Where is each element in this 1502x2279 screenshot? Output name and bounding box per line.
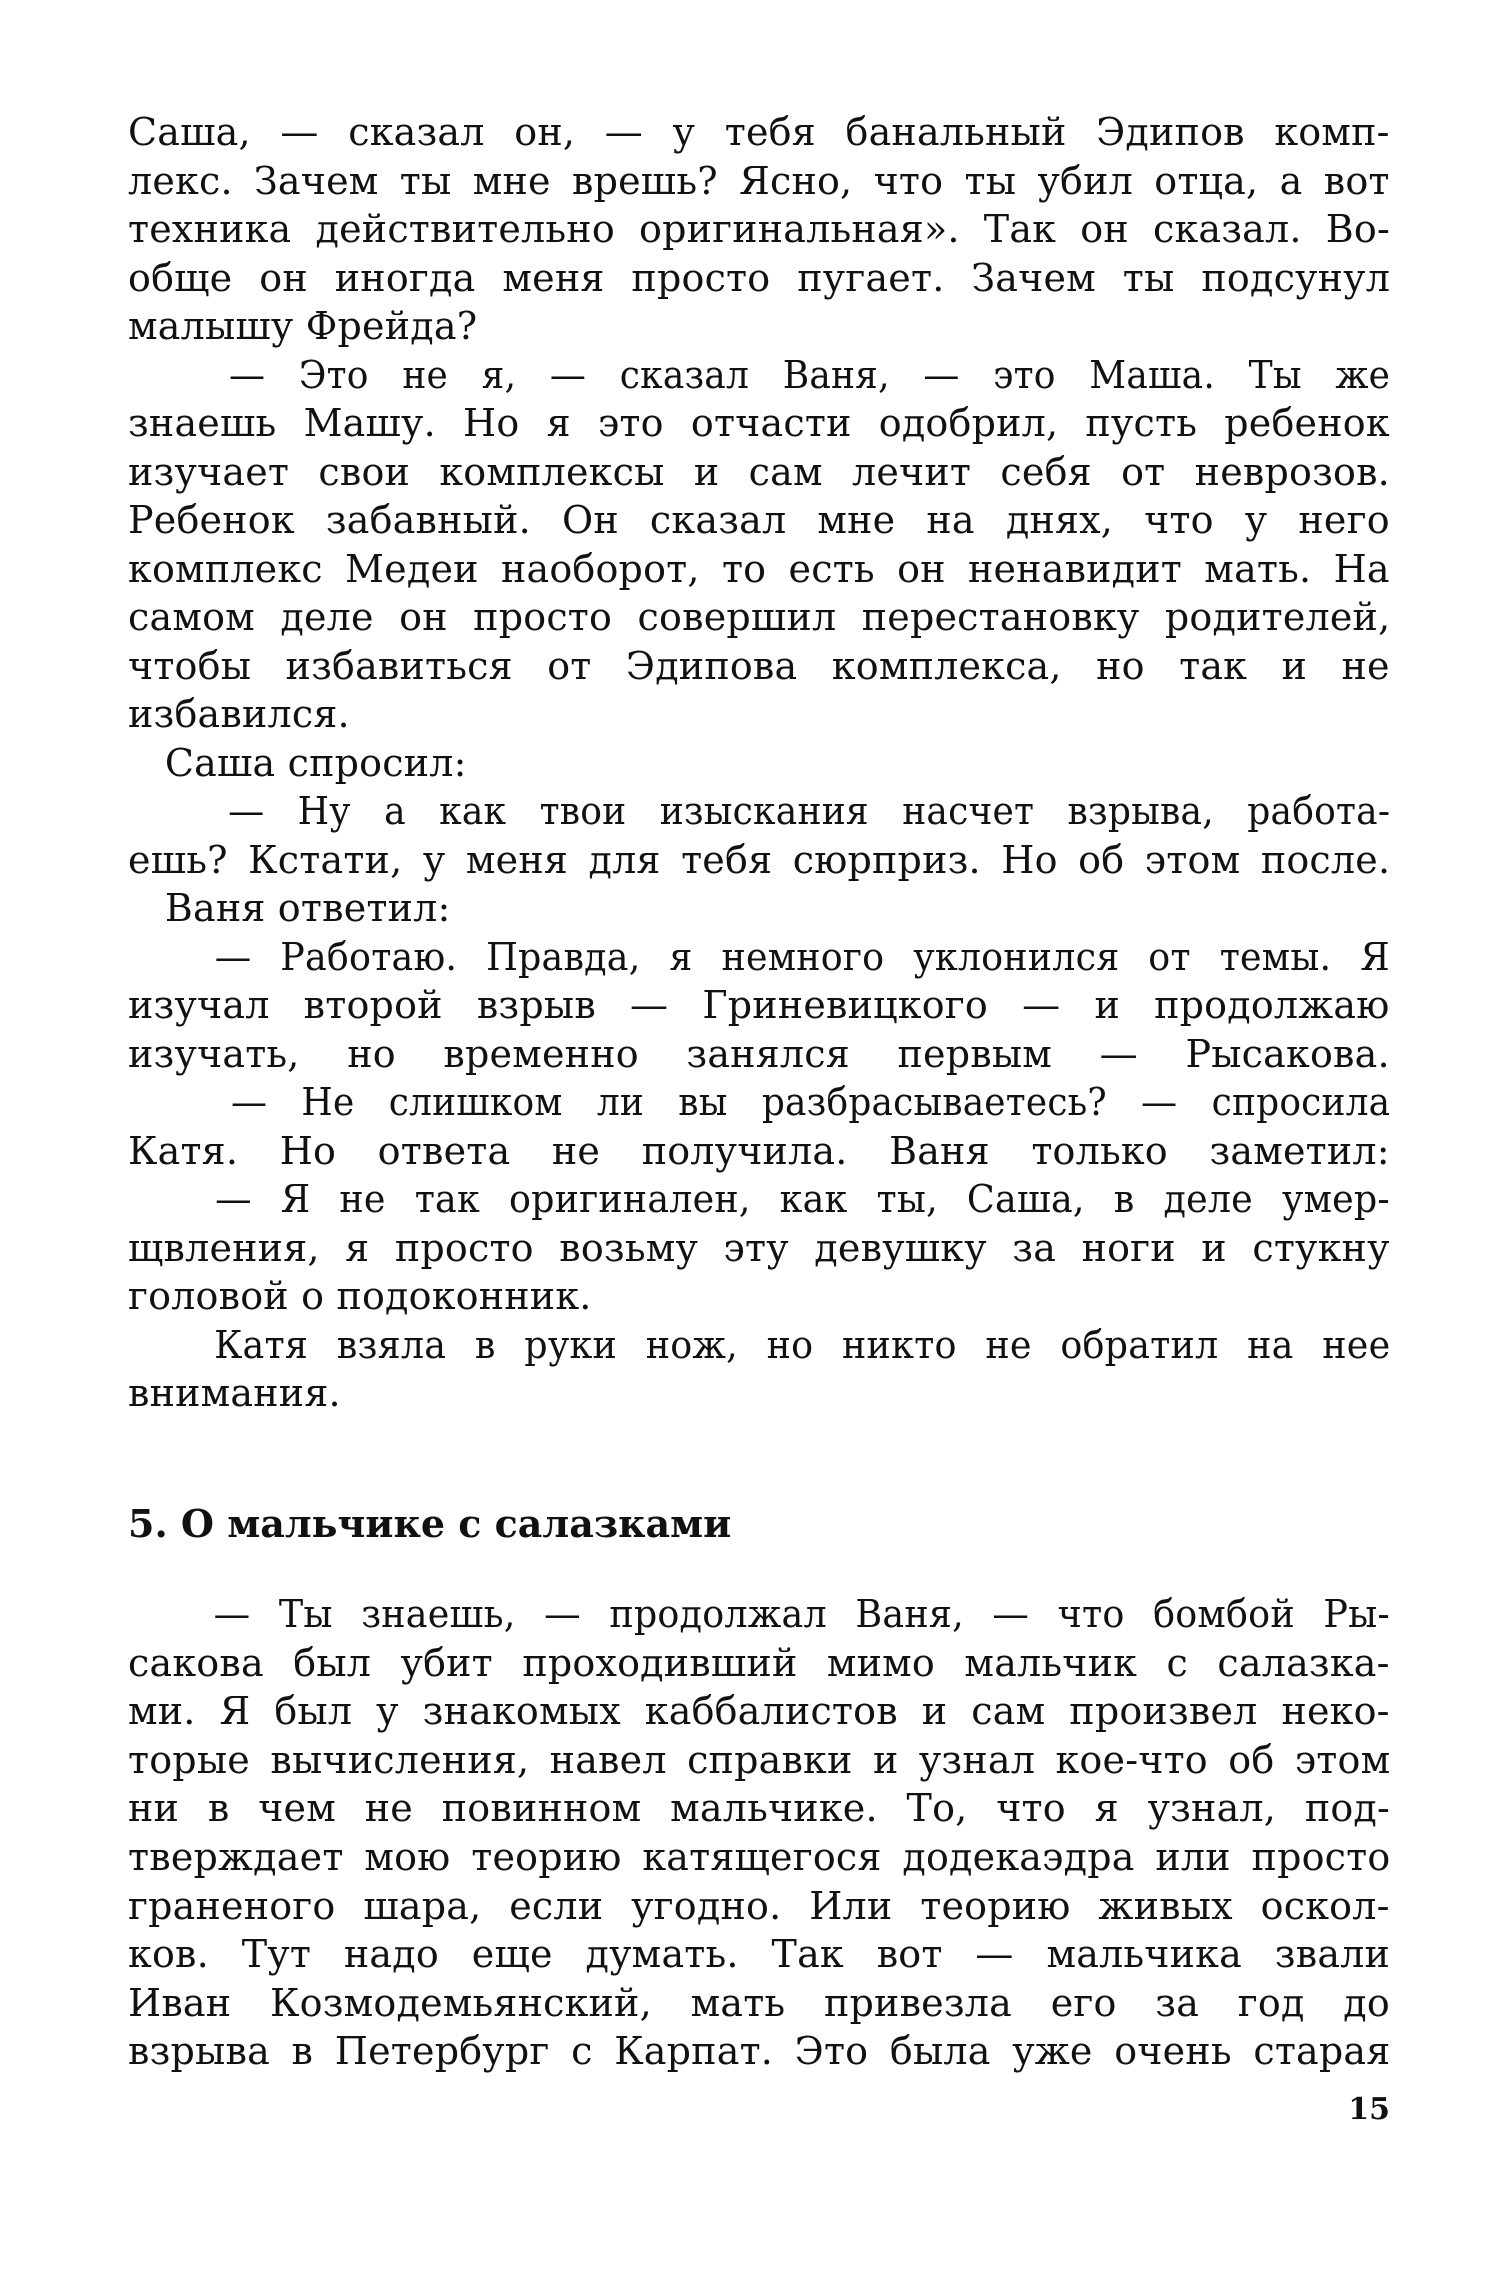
text-line: торые вычисления, навел справки и узнал кое-что об этом: [128, 1737, 1391, 1782]
text-line: — Я не так оригинален, как ты, Саша, в деле умер-: [128, 1177, 1390, 1221]
text-line: — Ты знаешь, — продолжал Ваня, — что бомбой Ры-: [128, 1592, 1390, 1636]
text-line: — Ну а как твои изыскания насчет взрыва, работа-: [128, 789, 1391, 833]
text-line: чтобы избавиться от Эдипова комплекса, но так и не: [128, 643, 1390, 688]
text-line: самом деле он просто совершил перестановку родителей,: [128, 595, 1391, 639]
text-line: — Работаю. Правда, я немного уклонился от темы. Я: [128, 934, 1390, 979]
section-heading: 5. О мальчике с салазками: [128, 1501, 732, 1546]
text-line: знаешь Машу. Но я это отчасти одобрил, пусть ребенок: [128, 401, 1390, 445]
text-line: головой о подоконник.: [128, 1274, 592, 1318]
text-line: изучает свои комплексы и сам лечит себя от неврозов.: [128, 449, 1390, 494]
text-line: лекс. Зачем ты мне врешь? Ясно, что ты убил отца, а вот: [128, 158, 1390, 203]
text-line: — Не слишком ли вы разбрасываетесь? — спросила: [128, 1080, 1391, 1124]
text-line: сакова был убит проходивший мимо мальчик с салазка-: [128, 1640, 1390, 1685]
text-line: ков. Тут надо еще думать. Так вот — мальчика звали: [128, 1932, 1391, 1977]
book-page: [128, 0, 1390, 2279]
text-line: ешь? Кстати, у меня для тебя сюрприз. Но об этом после.: [128, 837, 1391, 882]
text-line: Саша, — сказал он, — у тебя банальный Эдипов комп-: [128, 110, 1390, 154]
text-line: Саша спросил:: [128, 740, 467, 785]
text-line: Иван Козмодемьянский, мать привезла его за год до: [128, 1980, 1390, 2025]
text-line: щвления, я просто возьму эту девушку за ноги и стукну: [128, 1225, 1390, 1270]
text-line: малышу Фрейда?: [128, 304, 478, 348]
text-line: Ребенок забавный. Он сказал мне на днях, что у него: [128, 498, 1390, 542]
text-line: техника действительно оригинальная». Так он сказал. Во-: [128, 207, 1391, 251]
text-line: избавился.: [128, 692, 350, 736]
text-line: ни в чем не повинном мальчике. То, что я узнал, под-: [128, 1786, 1391, 1831]
text-line: внимания.: [128, 1371, 341, 1415]
text-line: обще он иногда меня просто пугает. Зачем ты подсунул: [128, 255, 1391, 300]
text-line: ми. Я был у знакомых каббалистов и сам произвел неко-: [128, 1689, 1390, 1734]
text-line: изучал второй взрыв — Гриневицкого — и продолжаю: [128, 983, 1390, 1027]
text-line: взрыва в Петербург с Карпат. Это была уже очень старая: [128, 2029, 1391, 2074]
text-line: — Это не я, — сказал Ваня, — это Маша. Ты же: [128, 352, 1391, 397]
text-line: Катя взяла в руки нож, но никто не обратил на нее: [128, 1322, 1391, 1367]
text-line: Катя. Но ответа не получила. Ваня только заметил:: [128, 1128, 1390, 1173]
text-line: Ваня ответил:: [128, 886, 451, 930]
page-number: 15: [1348, 2092, 1390, 2127]
text-line: тверждает мою теорию катящегося додекаэдра или просто: [128, 1835, 1391, 1879]
text-line: изучать, но временно занялся первым — Рысакова.: [128, 1031, 1390, 1076]
text-line: граненого шара, если угодно. Или теорию живых оскол-: [128, 1883, 1390, 1928]
text-line: комплекс Медеи наоборот, то есть он ненавидит мать. На: [128, 546, 1390, 591]
